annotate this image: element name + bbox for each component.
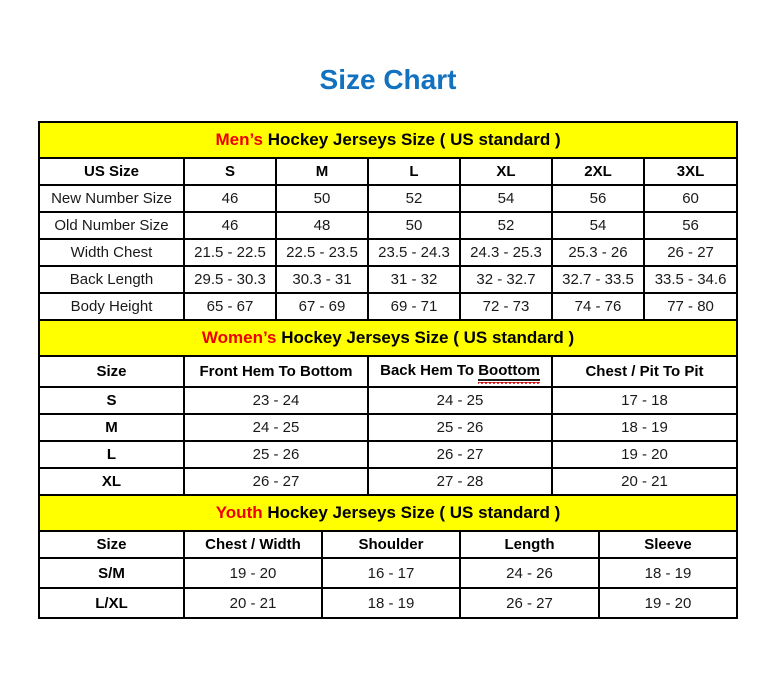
table-cell: 17 - 18 [552, 387, 737, 414]
table-cell: 56 [644, 212, 737, 239]
womens-section-title-red: Women’s [201, 328, 277, 347]
table-cell: 54 [552, 212, 644, 239]
table-cell: 60 [644, 185, 737, 212]
column-header: Length [460, 531, 599, 558]
column-header: S [184, 158, 276, 185]
column-header: Size [39, 531, 184, 558]
table-cell: 16 - 17 [322, 558, 460, 588]
table-cell: 25 - 26 [184, 441, 368, 468]
table-cell: 72 - 73 [460, 293, 552, 320]
womens-section-title-rest: Hockey Jerseys Size ( US standard ) [276, 328, 575, 347]
table-row [39, 212, 737, 239]
table-cell: 24 - 26 [460, 558, 599, 588]
column-header: L [368, 158, 460, 185]
table-cell: 26 - 27 [644, 239, 737, 266]
table-cell: 56 [552, 185, 644, 212]
table-cell: 74 - 76 [552, 293, 644, 320]
mens-section-title [39, 122, 737, 158]
column-header: 3XL [644, 158, 737, 185]
table-cell: 29.5 - 30.3 [184, 266, 276, 293]
table-cell: 25.3 - 26 [552, 239, 644, 266]
table-cell: 18 - 19 [322, 588, 460, 618]
womens-size-table [38, 319, 738, 496]
column-header: Chest / Width [184, 531, 322, 558]
table-cell: 23 - 24 [184, 387, 368, 414]
row-label: Body Height [39, 293, 184, 320]
table-row [39, 266, 737, 293]
mens-section-header-row [39, 122, 737, 158]
table-cell: 20 - 21 [552, 468, 737, 495]
table-cell: 30.3 - 31 [276, 266, 368, 293]
mens-column-header-row [39, 158, 737, 185]
table-cell: 20 - 21 [184, 588, 322, 618]
table-cell: 52 [460, 212, 552, 239]
row-label: L [39, 441, 184, 468]
table-cell: 25 - 26 [368, 414, 552, 441]
table-row [39, 185, 737, 212]
table-cell: 24.3 - 25.3 [460, 239, 552, 266]
row-label: XL [39, 468, 184, 495]
table-row [39, 588, 737, 618]
table-row [39, 293, 737, 320]
table-cell: 50 [368, 212, 460, 239]
row-label: New Number Size [39, 185, 184, 212]
table-cell: 54 [460, 185, 552, 212]
table-cell: 24 - 25 [184, 414, 368, 441]
youth-column-header-row [39, 531, 737, 558]
mens-size-table [38, 121, 738, 321]
womens-column-header-row [39, 356, 737, 387]
table-cell: 65 - 67 [184, 293, 276, 320]
column-header-text: Back Hem To [380, 362, 479, 379]
row-label: S/M [39, 558, 184, 588]
row-label: Width Chest [39, 239, 184, 266]
table-cell: 33.5 - 34.6 [644, 266, 737, 293]
column-header: Sleeve [599, 531, 737, 558]
table-cell: 50 [276, 185, 368, 212]
column-header: Size [39, 356, 184, 387]
table-cell: 26 - 27 [460, 588, 599, 618]
misspelled-word: Boottom [478, 362, 540, 379]
row-label: Back Length [39, 266, 184, 293]
table-cell: 19 - 20 [552, 441, 737, 468]
table-cell: 67 - 69 [276, 293, 368, 320]
column-header: Front Hem To Bottom [184, 356, 368, 387]
table-cell: 46 [184, 185, 276, 212]
table-row [39, 441, 737, 468]
table-row [39, 414, 737, 441]
table-row [39, 558, 737, 588]
table-cell: 48 [276, 212, 368, 239]
youth-section-title-red: Youth [215, 503, 263, 522]
table-cell: 27 - 28 [368, 468, 552, 495]
table-cell: 26 - 27 [184, 468, 368, 495]
column-header: Shoulder [322, 531, 460, 558]
table-cell: 46 [184, 212, 276, 239]
table-cell: 19 - 20 [599, 588, 737, 618]
table-cell: 31 - 32 [368, 266, 460, 293]
table-cell: 21.5 - 22.5 [184, 239, 276, 266]
row-label: L/XL [39, 588, 184, 618]
table-cell: 18 - 19 [552, 414, 737, 441]
table-cell: 77 - 80 [644, 293, 737, 320]
size-chart-tables [38, 121, 736, 619]
page-title: Size Chart [319, 64, 457, 95]
youth-section-title [39, 495, 737, 531]
table-row [39, 239, 737, 266]
row-label: Old Number Size [39, 212, 184, 239]
mens-section-title-rest: Hockey Jerseys Size ( US standard ) [263, 130, 561, 149]
column-header: Chest / Pit To Pit [552, 356, 737, 387]
table-cell: 32 - 32.7 [460, 266, 552, 293]
column-header: XL [460, 158, 552, 185]
column-header: US Size [39, 158, 184, 185]
mens-section-title-red: Men’s [215, 130, 263, 149]
table-cell: 24 - 25 [368, 387, 552, 414]
column-header [368, 356, 552, 387]
womens-section-title [39, 320, 737, 356]
column-header: M [276, 158, 368, 185]
youth-size-table [38, 494, 738, 619]
table-cell: 52 [368, 185, 460, 212]
table-cell: 22.5 - 23.5 [276, 239, 368, 266]
table-cell: 32.7 - 33.5 [552, 266, 644, 293]
row-label: M [39, 414, 184, 441]
table-row [39, 468, 737, 495]
youth-section-title-rest: Hockey Jerseys Size ( US standard ) [262, 503, 561, 522]
womens-section-header-row [39, 320, 737, 356]
table-cell: 26 - 27 [368, 441, 552, 468]
table-cell: 18 - 19 [599, 558, 737, 588]
table-cell: 69 - 71 [368, 293, 460, 320]
column-header: 2XL [552, 158, 644, 185]
table-row [39, 387, 737, 414]
table-cell: 23.5 - 24.3 [368, 239, 460, 266]
row-label: S [39, 387, 184, 414]
youth-section-header-row [39, 495, 737, 531]
table-cell: 19 - 20 [184, 558, 322, 588]
